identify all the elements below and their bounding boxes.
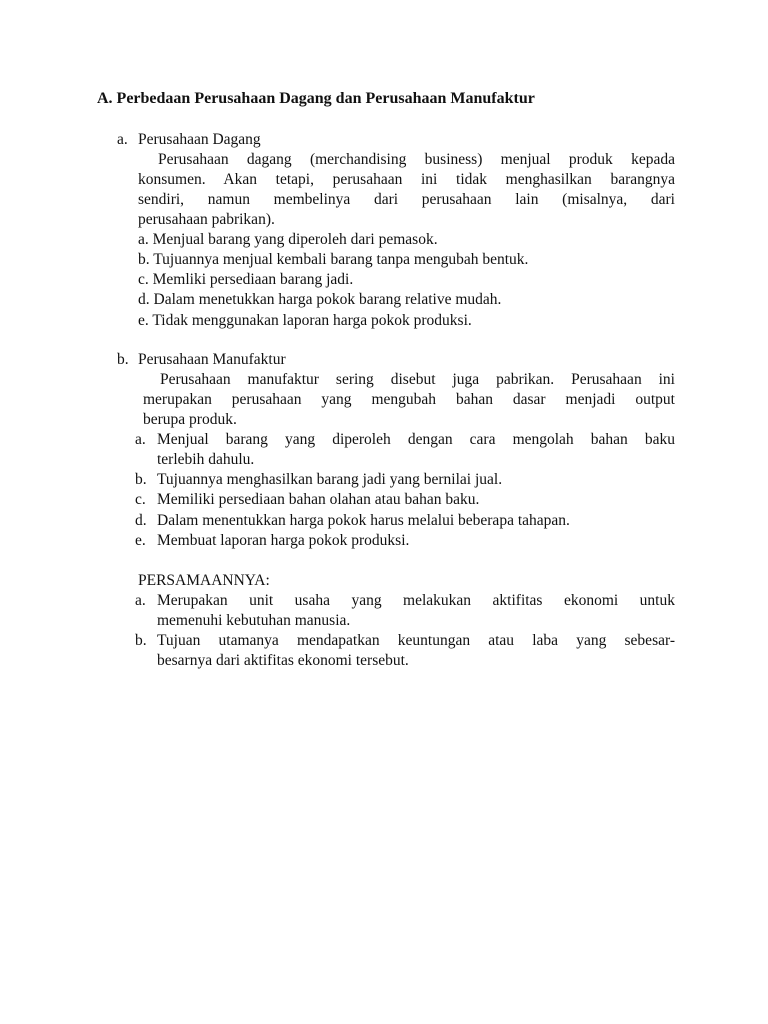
section-b-item-line: Membuat laporan harga pokok produksi.	[157, 532, 410, 549]
similarities-item-line: besarnya dari aktifitas ekonomi tersebut.	[157, 652, 409, 669]
section-b-paragraph-line: Perusahaan manufaktur sering disebut juga pabrikan. Perusahaan ini	[160, 371, 675, 388]
section-b-item-marker: e.	[135, 532, 146, 549]
section-b-heading: Perusahaan Manufaktur	[138, 351, 286, 368]
section-a-list-item: e. Tidak menggunakan laporan harga pokok produksi.	[138, 312, 472, 329]
section-b-item-marker: c.	[135, 491, 146, 508]
section-a-paragraph-line: perusahaan pabrikan).	[138, 211, 275, 228]
section-b-item-line: terlebih dahulu.	[157, 451, 255, 468]
section-b-item-line: Memiliki persediaan bahan olahan atau bahan baku.	[157, 491, 480, 508]
section-a-heading: Perusahaan Dagang	[138, 131, 261, 148]
similarities-item-marker: a.	[135, 592, 146, 609]
section-b-item-marker: b.	[135, 471, 147, 488]
similarities-item-line: Tujuan utamanya mendapatkan keuntungan atau laba yang sebesar-	[157, 632, 675, 649]
section-a-list-item: d. Dalam menetukkan harga pokok barang relative mudah.	[138, 291, 502, 308]
section-b-item-line: Dalam menentukkan harga pokok harus melalui beberapa tahapan.	[157, 512, 570, 529]
similarities-item-marker: b.	[135, 632, 147, 649]
section-a-list-item: c. Memliki persediaan barang jadi.	[138, 271, 354, 288]
section-a-list-item: b. Tujuannya menjual kembali barang tanpa mengubah bentuk.	[138, 251, 529, 268]
section-b-paragraph-line: merupakan perusahaan yang mengubah bahan dasar menjadi output	[143, 391, 675, 408]
section-a-paragraph-line: Perusahaan dagang (merchandising business) menjual produk kepada	[158, 151, 675, 168]
section-a-paragraph-line: sendiri, namun membelinya dari perusahaan lain (misalnya, dari	[138, 191, 675, 208]
similarities-item-line: Merupakan unit usaha yang melakukan aktifitas ekonomi untuk	[157, 592, 675, 609]
section-b-item-line: Tujuannya menghasilkan barang jadi yang bernilai jual.	[157, 471, 503, 488]
page-title: A. Perbedaan Perusahaan Dagang dan Perusahaan Manufaktur	[97, 90, 535, 107]
section-a-marker: a.	[117, 131, 128, 148]
similarities-item-line: memenuhi kebutuhan manusia.	[157, 612, 351, 629]
section-b-marker: b.	[117, 351, 129, 368]
section-a-paragraph-line: konsumen. Akan tetapi, perusahaan ini tidak menghasilkan barangnya	[138, 171, 675, 188]
section-b-item-marker: a.	[135, 431, 146, 448]
similarities-heading: PERSAMAANNYA:	[138, 572, 270, 589]
section-a-list-item: a. Menjual barang yang diperoleh dari pemasok.	[138, 231, 438, 248]
section-b-paragraph-line: berupa produk.	[143, 411, 237, 428]
section-b-item-line: Menjual barang yang diperoleh dengan cara mengolah bahan baku	[157, 431, 675, 448]
section-b-item-marker: d.	[135, 512, 147, 529]
